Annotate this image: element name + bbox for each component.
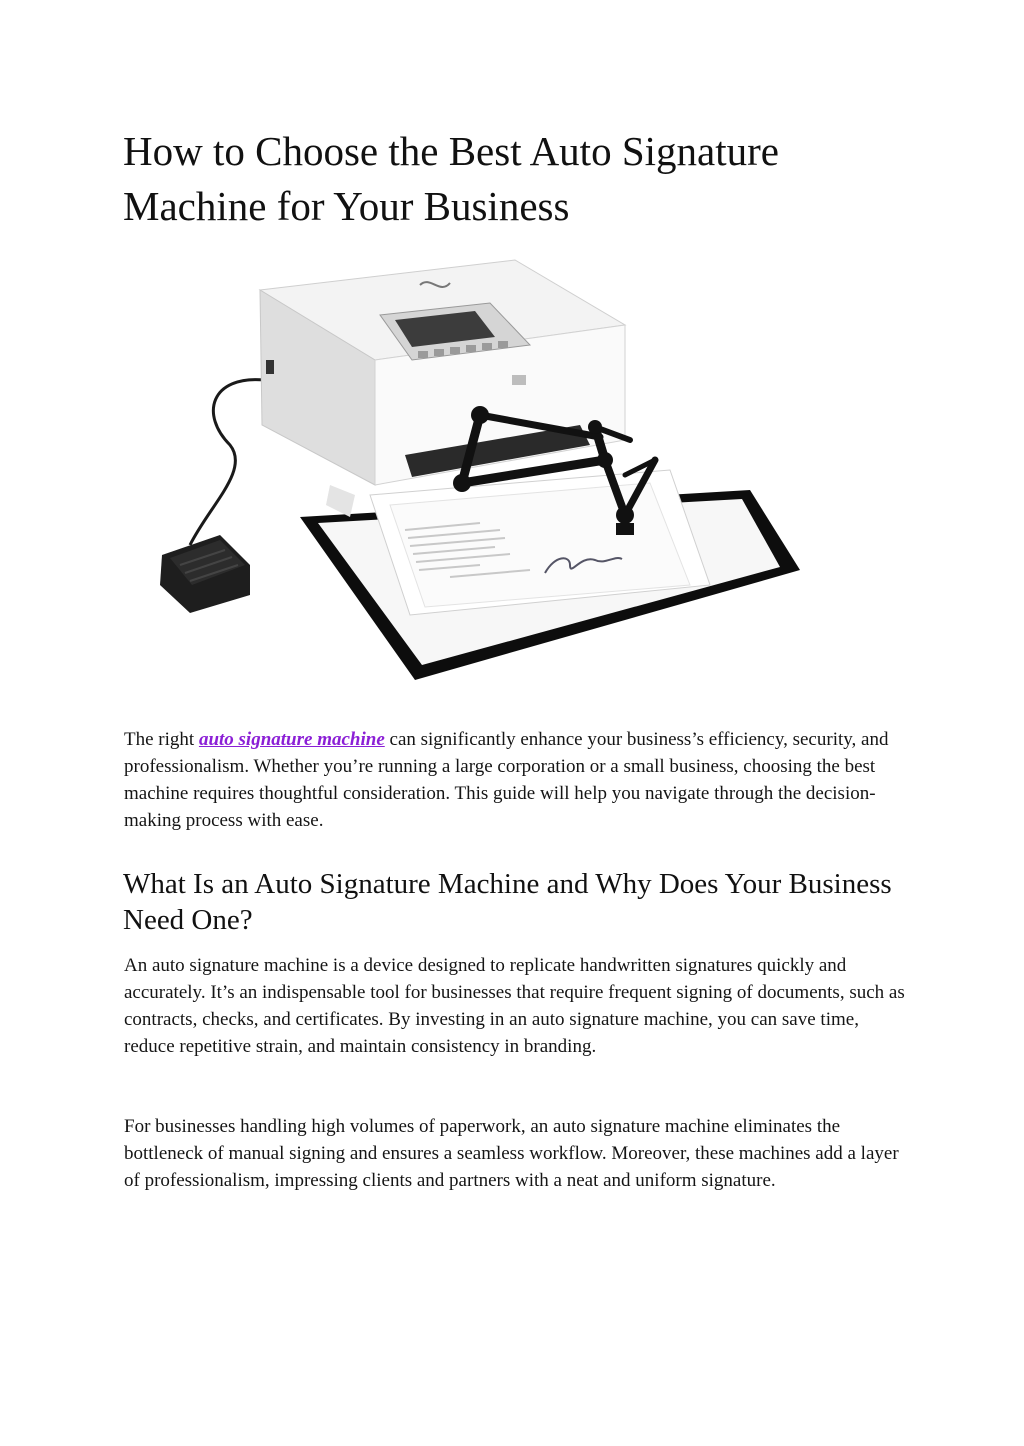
pedal-cable [190, 380, 265, 545]
paragraph-text: An auto signature machine is a device designed to replicate handwritten signatures quickly and accurately. It’s an indispensable tool for businesses that require frequent signing of documents, such as contracts, checks, and certificates. By investing in an auto signature machine, you can save time, reduce repetitive strain, and maintain consistency in branding. [124, 955, 905, 1057]
body-paragraph-2 [124, 1113, 914, 1194]
intro-paragraph [124, 726, 914, 834]
section-heading: What Is an Auto Signature Machine and Why Does Your Business Need One? [123, 868, 892, 936]
paragraph-text: For businesses handling high volumes of paperwork, an auto signature machine eliminates the bottleneck of manual signing and ensures a seamless workflow. Moreover, these machines add a layer of professionalism, impressing clients and partners with a neat and uniform signature. [124, 1116, 899, 1191]
body-paragraph-1 [124, 952, 914, 1060]
auto-signature-machine-link[interactable]: auto signature machine [198, 729, 385, 750]
hero-image [150, 255, 810, 685]
foot-pedal-icon [160, 535, 250, 613]
intro-text-before-link: The right [124, 729, 199, 750]
auto-signature-machine-illustration [150, 255, 810, 685]
intro-text-after-link: can significantly enhance your business’s efficiency, security, and professionalism. Whether you’re running a large corporation or a small business, choosing the best machine requires thoughtful consideration. This guide will help you navigate through the decision-making process with ease. [124, 729, 889, 831]
page-title: How to Choose the Best Auto Signature Machine for Your Business [123, 128, 779, 229]
